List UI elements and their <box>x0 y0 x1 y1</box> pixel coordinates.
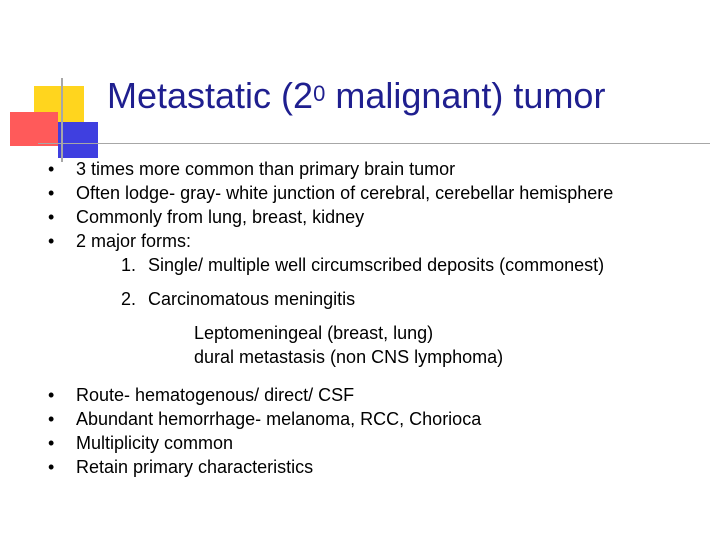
bullet-item <box>0 229 720 253</box>
sub-item: dural metastasis (non CNS lymphoma) <box>194 347 504 367</box>
bullet-text: Abundant hemorrhage- melanoma, RCC, Chorioca <box>76 409 482 429</box>
item-number: 1. <box>121 255 137 275</box>
bullet-text: Retain primary characteristics <box>76 457 314 477</box>
bullet-dot: • <box>48 457 55 477</box>
bullet-item <box>0 181 720 205</box>
item-number: 2. <box>121 289 137 309</box>
slide-content <box>0 157 720 479</box>
title-rule <box>38 143 710 144</box>
bullet-dot: • <box>48 207 55 227</box>
numbered-item <box>0 287 720 311</box>
numbered-text: Carcinomatous meningitis <box>148 289 356 309</box>
bullet-dot: • <box>48 159 55 179</box>
bullet-text: 2 major forms: <box>76 231 192 251</box>
bullet-dot: • <box>48 183 55 203</box>
numbered-text: Single/ multiple well circumscribed deposits (commonest) <box>148 255 605 275</box>
bullet-item <box>0 407 720 431</box>
bullet-item <box>0 205 720 229</box>
bullet-text: Commonly from lung, breast, kidney <box>76 207 365 227</box>
slide-title: Metastatic ($2^0$ malignant) tumor <box>107 75 606 116</box>
decor-red-square <box>10 112 58 146</box>
sub-item: Leptomeningeal (breast, lung) <box>194 323 434 343</box>
bullet-dot: • <box>48 231 55 251</box>
decor-vertical-line <box>61 78 63 162</box>
bullet-item <box>0 157 720 181</box>
bullet-dot: • <box>48 433 55 453</box>
bullet-dot: • <box>48 385 55 405</box>
bullet-item <box>0 431 720 455</box>
numbered-item <box>0 253 720 277</box>
decor-blue-square <box>58 122 98 158</box>
bullet-item <box>0 383 720 407</box>
bullet-text: Often lodge- gray- white junction of cerebral, cerebellar hemisphere <box>76 183 614 203</box>
bullet-text: 3 times more common than primary brain tumor <box>76 159 456 179</box>
bullet-item <box>0 455 720 479</box>
bullet-text: Multiplicity common <box>76 433 234 453</box>
bullet-dot: • <box>48 409 55 429</box>
title-superscript: 0 <box>313 81 326 106</box>
bullet-text: Route- hematogenous/ direct/ CSF <box>76 385 355 405</box>
